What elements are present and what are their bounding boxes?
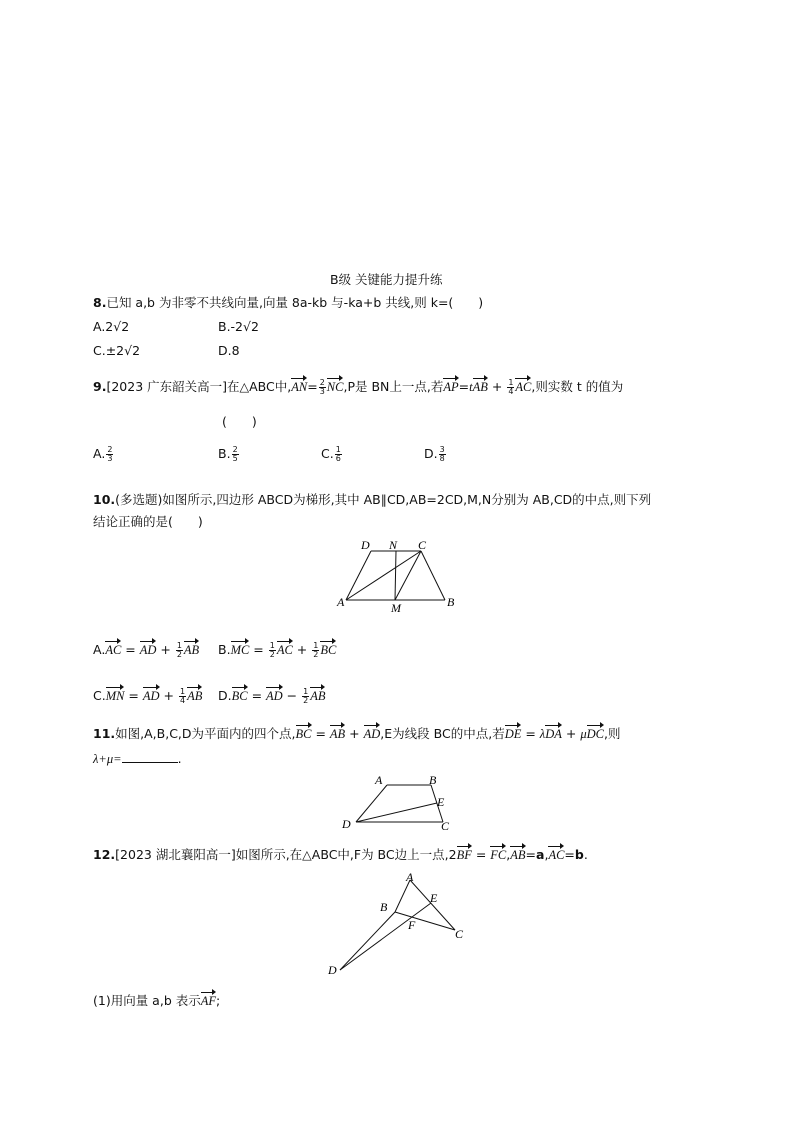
question-11-line2: λ+μ= . bbox=[93, 751, 182, 766]
option-d: D.8 bbox=[218, 343, 240, 358]
label-c: C bbox=[455, 927, 464, 941]
triangle-figure bbox=[320, 868, 470, 978]
label-e: E bbox=[437, 795, 445, 809]
answer-prompt: λ+μ= bbox=[93, 752, 122, 766]
label-b: B bbox=[429, 773, 437, 787]
section-title: B级 关键能力提升练 bbox=[330, 272, 443, 287]
option-c: C. $\frac{1}{6}$ bbox=[321, 445, 341, 463]
label-d: D bbox=[342, 817, 351, 831]
option-d: D.BC = AD − $\frac{1}{2}$ AB bbox=[218, 687, 326, 705]
quadrilateral-figure bbox=[335, 772, 460, 834]
label-a: A bbox=[375, 773, 383, 787]
question-stem: 在△ABC中, bbox=[227, 379, 292, 394]
trapezoid-figure bbox=[330, 535, 465, 615]
question-9 bbox=[93, 377, 623, 396]
option-b: B.-2√2 bbox=[218, 319, 259, 334]
vector-equation: BC = AB + AD bbox=[295, 726, 381, 741]
label-d: D bbox=[361, 538, 370, 552]
label-d: D bbox=[328, 963, 337, 977]
label-b: B bbox=[447, 595, 455, 609]
vector-equation: AP=tAB + $\frac{1}{4}$ AC bbox=[443, 378, 532, 396]
label-n: N bbox=[389, 538, 398, 552]
question-number: 8. bbox=[93, 295, 107, 310]
question-stem: ,则实数 t 的值为 bbox=[531, 379, 624, 394]
question-12 bbox=[93, 845, 588, 863]
question-stem: ,P是 BN上一点,若 bbox=[343, 379, 444, 394]
option-a: A.AC = AD + $\frac{1}{2}$ AB bbox=[93, 641, 200, 659]
question-11 bbox=[93, 724, 620, 742]
question-stem-line2: 结论正确的是( ) bbox=[93, 514, 203, 529]
label-f: F bbox=[408, 918, 416, 932]
question-stem: 如图,A,B,C,D为平面内的四个点, bbox=[115, 726, 296, 741]
option-b: B. $\frac{2}{5}$ bbox=[218, 445, 238, 463]
question-number: 9. bbox=[93, 379, 107, 394]
question-stem: ,E为线段 BC的中点,若 bbox=[380, 726, 505, 741]
label-c: C bbox=[441, 819, 450, 833]
label-b: B bbox=[380, 900, 388, 914]
question-number: 11. bbox=[93, 726, 116, 741]
question-stem: ,则 bbox=[603, 726, 621, 741]
question-stem: 已知 a,b 为非零不共线向量,向量 8a-kb 与-ka+b 共线,则 k=( ) bbox=[106, 295, 484, 310]
option-a: A. $\frac{2}{3}$ bbox=[93, 445, 113, 463]
vector-equation: DE = λDA + μDC bbox=[504, 726, 604, 741]
vector-equation: 2BF = FC,AB=a,AC=b. bbox=[448, 847, 588, 862]
option-b: B.MC = $\frac{1}{2}$ AC + $\frac{1}{2}$ BC bbox=[218, 641, 337, 659]
sub-question-1: (1)用向量 a,b 表示AF; bbox=[93, 993, 221, 1008]
question-source: [2023 广东韶关高一] bbox=[106, 379, 227, 394]
question-stem: 如图所示,在△ABC中,F为 BC边上一点, bbox=[235, 847, 449, 862]
answer-blank[interactable] bbox=[122, 752, 178, 763]
label-a: A bbox=[406, 870, 414, 884]
label-a: A bbox=[337, 595, 345, 609]
option-d: D. $\frac{3}{8}$ bbox=[424, 445, 445, 463]
option-c: C.±2√2 bbox=[93, 343, 141, 358]
answer-paren: ( ) bbox=[222, 414, 257, 429]
question-number: 10. bbox=[93, 492, 116, 507]
label-c: C bbox=[418, 538, 427, 552]
question-10 bbox=[93, 490, 651, 508]
question-8 bbox=[93, 293, 483, 311]
question-stem: (多选题)如图所示,四边形 ABCD为梯形,其中 AB∥CD,AB=2CD,M,N分别为 AB,CD的中点,则下列 bbox=[115, 492, 652, 507]
option-a: A.2√2 bbox=[93, 319, 130, 334]
vector-equation: AN= $\frac{2}{3}$ NC bbox=[291, 378, 344, 396]
label-m: M bbox=[391, 601, 401, 615]
label-e: E bbox=[430, 891, 438, 905]
question-number: 12. bbox=[93, 847, 116, 862]
option-c: C.MN = AD + $\frac{1}{4}$ AB bbox=[93, 687, 203, 705]
question-source: [2023 湖北襄阳高一] bbox=[115, 847, 236, 862]
sub-question-stem: (1)用向量 a,b 表示 bbox=[93, 993, 201, 1008]
